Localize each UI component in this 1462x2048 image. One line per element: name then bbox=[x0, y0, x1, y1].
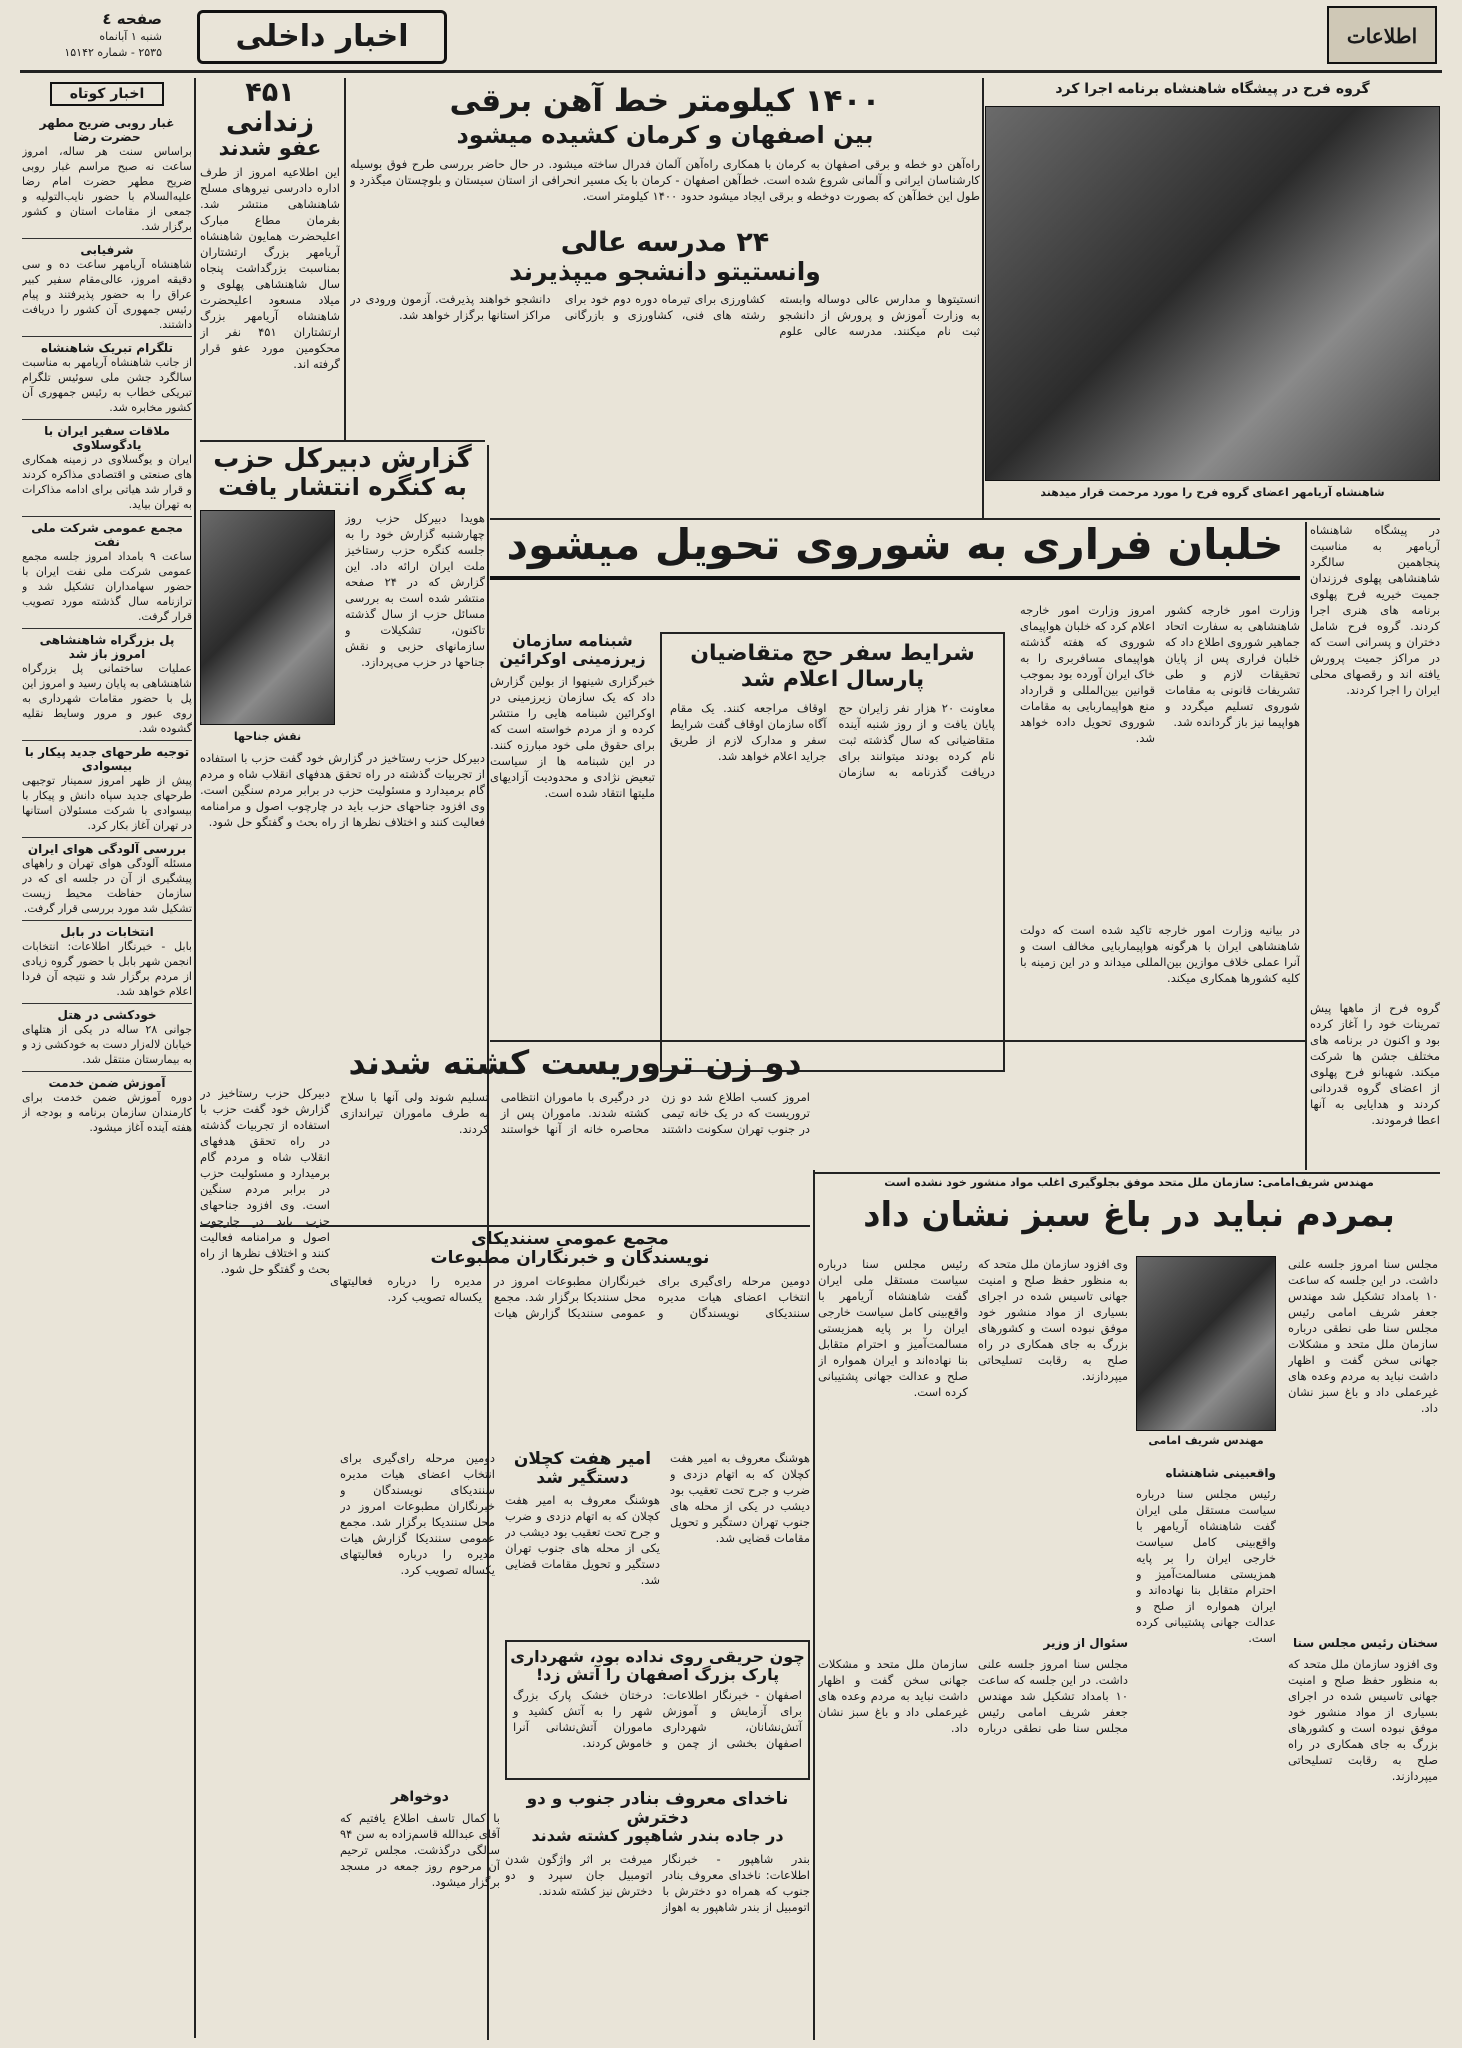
short-news-item bbox=[22, 837, 192, 920]
fire-headline: چون حریقی روی نداده بود، شهرداری bbox=[510, 1647, 805, 1666]
short-news-title: تلگرام تبریک شاهنشاه bbox=[40, 341, 174, 355]
story-schools bbox=[350, 228, 980, 440]
rule-party-top bbox=[200, 440, 485, 442]
short-news-title: ملاقات سفیر ایران با یادگوسلاوی bbox=[44, 424, 170, 452]
short-news-body: جوانی ۲۸ ساله در یکی از هتلهای خیابان لاله‌زار دست به خودکشی زد و به بیمارستان منتقل شد. bbox=[22, 1023, 192, 1066]
garden-body-lower: مجلس سنا امروز جلسه علنی داشت. در این جلسه که ساعت ۱۰ بامداد تشکیل شد مهندس جعفر شریف امامی رئیس مجلس سنا طی نطقی درباره سازمان ملل متحد و مشکلات جهانی سخن گفت و اظهار داشت نباید به مردم وعده های غیرعملی داد و باغ سبز نشان داد. bbox=[818, 1657, 1128, 1735]
masthead-rule bbox=[20, 70, 1442, 73]
short-news-body: ساعت ۹ بامداد امروز جلسه مجمع عمومی شرکت ملی نفت ایران با حضور سهامداران تشکیل شد و ترازنامه سال گذشته مورد تصویب قرار گرفت. bbox=[22, 550, 192, 623]
pilot-body-c: در پیشگاه شاهنشاه آریامهر به مناسبت پنجاهمین سالگرد شاهنشاهی پهلوی فرزندان جمیت خیریه فرح پهلوی برنامه های هنری اجرا کردند. گروه فرح شامل دختران و پسرانی است که در مراکز جمیت پرورش یافته اند و رقصهای محلی ایران را اجرا کردند. bbox=[1310, 523, 1440, 697]
pilot-body-d: در بیانیه وزارت امور خارجه تاکید شده است که دولت شاهنشاهی ایران با هرگونه هواپیماربایی مخالف است و آنرا عملی خلاف موازین بین‌المللی میداند و در این زمینه با کلیه کشورها همکاری میکند. bbox=[1020, 923, 1300, 985]
ukraine-subhead: زیرزمینی اوکرائین bbox=[499, 648, 646, 668]
party-photo-caption: نقش جناحها bbox=[233, 730, 302, 743]
pilot-body-a: امروز وزارت امور خارجه اعلام کرد که خلبان هواپیمای شوروی که هفته گذشته هواپیمای مسافربری را به خاک ایران آورده بود بموجب قوانین بین‌المللی و قرارداد منع هواپیماربایی به مقامات شوروی تحویل داده خواهد شد. bbox=[1020, 603, 1155, 745]
party-continued-lower: دبیرکل حزب رستاخیز در گزارش خود گفت حزب با استفاده از تجربیات گذشته در راه تحقق هدفهای انقلاب شاه و مردم گام برمیدارد و مسئولیت حزب در برابر مردم سنگین است. وی افزود جناحهای حزب باید در چارچوب اصول و مرامنامه فعالیت کنند و اختلاف نظرها از راه بحث و گفتگو حل شود. bbox=[200, 1086, 330, 1276]
kidnap-headline: امیر هفت کچلان bbox=[513, 1449, 652, 1469]
railway-headline: ۱۴۰۰ کیلومتر خط آهن برقی bbox=[449, 83, 881, 119]
story-kidnap bbox=[505, 1450, 660, 1630]
royal-photo-caption: شاهنشاه آریامهر اعضای گروه فرح را مورد مرحمت قرار میدهند bbox=[1040, 486, 1385, 499]
column-rule-1 bbox=[194, 78, 196, 2038]
short-news-body: براساس سنت هر ساله، امروز ساعت نه صبح مراسم غبار روبی ضریح مطهر حضرت امام رضا علیه‌السلام با حضور نایب‌التولیه و جمعی از مقامات استان و کشور برگزار شد. bbox=[22, 145, 192, 233]
short-news-item bbox=[22, 112, 192, 238]
kidnap-subhead: دستگیر شد bbox=[536, 1467, 629, 1488]
syndicate-body: دومین مرحله رای‌گیری برای انتخاب اعضای هیات مدیره سنندیکای نویسندگان و خبرنگاران مطبوعات امروز در محل سنندیکا برگزار شد. مجمع عمومی سنندیکا گزارش هیات مدیره را درباره فعالیتهای یکساله تصویب کرد. bbox=[330, 1274, 810, 1321]
short-news-item bbox=[22, 1003, 192, 1071]
story-terrorists bbox=[340, 1045, 810, 1220]
column-rule-pilot bbox=[1305, 522, 1307, 1170]
short-news-title: پل بزرگراه شاهنشاهی امروز باز شد bbox=[39, 633, 175, 661]
story-railway bbox=[350, 78, 980, 223]
garden-body-right: مجلس سنا امروز جلسه علنی داشت. در این جلسه که ساعت ۱۰ بامداد تشکیل شد مهندس جعفر شریف امامی رئیس مجلس سنا طی نطقی درباره سازمان ملل متحد و مشکلات جهانی سخن گفت و اظهار داشت نباید به مردم وعده های غیرعملی داد و باغ سبز نشان داد. bbox=[1288, 1257, 1438, 1415]
syndicate-headline: مجمع عمومی سنندیکای bbox=[471, 1229, 669, 1249]
short-news-body: مسئله آلودگی هوای تهران و راههای پیشگیری از آن در جلسه ای که در سازمان حفاظت محیط زیست تشکیل شد مورد بررسی قرار گرفت. bbox=[22, 857, 192, 915]
short-news-column bbox=[22, 78, 192, 2038]
photo-feature bbox=[985, 78, 1440, 508]
schools-body: انستیتوها و مدارس عالی دوساله وابسته به وزارت آموزش و پرورش از دانشجو ثبت نام میکنند. مدرسه عالی علوم کشاورزی برای تیرماه دوره دوم خود برای رشته های فنی، کشاورزی و بازرگانی دانشجو خواهند پذیرفت. آزمون ورودی در مراکز استانها برگزار خواهد شد. bbox=[350, 292, 980, 339]
rule-garden-top bbox=[815, 1172, 1440, 1174]
hajj-headline: شرایط سفر حج متقاضیان bbox=[690, 641, 975, 666]
short-news-body: دوره آموزش ضمن خدمت برای کارمندان سازمان برنامه و بودجه از هفته آینده آغاز میشود. bbox=[22, 1091, 192, 1134]
party-leader-photo bbox=[200, 510, 335, 725]
schools-headline: ۲۴ مدرسه عالی bbox=[560, 227, 770, 258]
party-body-continued: دبیرکل حزب رستاخیز در گزارش خود گفت حزب با استفاده از تجربیات گذشته در راه تحقق هدفهای انقلاب شاه و مردم گام برمیدارد و مسئولیت حزب در برابر مردم سنگین است. وی افزود جناحهای حزب باید در چارچوب اصول و مرامنامه فعالیت کنند و اختلاف نظرها از راه بحث و گفتگو حل شود. bbox=[200, 751, 485, 829]
prisoners-headline: ۴۵۱ زندانی bbox=[226, 77, 314, 138]
garden-body-middle-2: رئیس مجلس سنا درباره سیاست مستقل ملی ایران گفت شاهنشاه آریامهر با واقع‌بینی کامل سیاست خارجی ایران را بر پایه همزیستی مسالمت‌آمیز و احترام متقابل بنا نهاده‌اند و ایران همواره از صلح و عدالت جهانی پشتیبانی کرده است. bbox=[1136, 1487, 1276, 1645]
terrorists-headline: دو زن تروریست کشته شدند bbox=[348, 1043, 802, 1082]
kidnap-continued: هوشنگ معروف به امیر هفت کچلان که به اتهام دزدی و ضرب و جرح تحت تعقیب بود دیشب در یکی از محله های جنوب تهران دستگیر و تحویل مقامات قضایی شد. bbox=[670, 1451, 810, 1545]
kidnap-body: هوشنگ معروف به امیر هفت کچلان که به اتهام دزدی و ضرب و جرح تحت تعقیب بود دیشب در یکی از محله های جنوب تهران دستگیر و تحویل مقامات قضایی شد. bbox=[505, 1493, 660, 1588]
garden-subhead-3: سئوال از وزیر bbox=[1043, 1636, 1128, 1650]
garden-subhead-2: واقعبینی شاهنشاه bbox=[1165, 1466, 1276, 1480]
story-drowning bbox=[505, 1790, 810, 2030]
short-news-item bbox=[22, 628, 192, 740]
garden-body-right-2: وی افزود سازمان ملل متحد که به منظور حفظ صلح و امنیت جهانی تاسیس شده در اجرای بسیاری از مواد منشور خود موفق نبوده است و کشورهای بزرگ به جای همکاری در راه صلح به رقابت تسلیحاتی میپردازند. bbox=[1288, 1657, 1438, 1783]
schools-subhead: وانستیتو دانشجو میپذیرند bbox=[509, 256, 821, 286]
column-rule-3 bbox=[982, 78, 984, 518]
sister-body: با کمال تاسف اطلاع یافتیم که آقای عبدالله قاسم‌زاده به سن ۹۴ سالگی درگذشت. مجلس ترحیم آن مرحوم روز جمعه در مسجد برگزار میشود. bbox=[340, 1811, 500, 1890]
short-news-body: عملیات ساختمانی پل بزرگراه شاهنشاهی به پایان رسید و امروز این پل با حضور مقامات شهرداری به روی عبور و مرور وسایط نقلیه گشوده شد. bbox=[22, 662, 192, 735]
drowning-headline: ناخدای معروف بنادر جنوب و دو دخترش bbox=[526, 1789, 789, 1828]
story-hajj bbox=[660, 632, 1005, 1072]
garden-body-left: رئیس مجلس سنا درباره سیاست مستقل ملی ایران گفت شاهنشاه آریامهر با واقع‌بینی کامل سیاست خارجی ایران را بر پایه همزیستی مسالمت‌آمیز و احترام متقابل بنا نهاده‌اند و ایران همواره از صلح و عدالت جهانی پشتیبانی کرده است. bbox=[818, 1257, 968, 1399]
pilot-headline: خلبان فراری به شوروی تحویل میشود bbox=[490, 522, 1300, 580]
garden-subhead-1: سخنان رئیس مجلس سنا bbox=[1292, 1636, 1438, 1650]
ukraine-headline: شبنامه سازمان bbox=[512, 631, 633, 650]
newspaper-logo bbox=[1327, 6, 1437, 64]
party-body: هویدا دبیرکل حزب روز چهارشنبه گزارش خود را به جلسه کنگره حزب رستاخیز ملت ایران ارائه داد. این گزارش که در ۲۴ صفحه منتشر شده است به بررسی مسائل حزب از سال گذشته تاکنون، تشکیلات و سازمانهای حزبی و نقش جناحها در حزب می‌پردازد. bbox=[345, 511, 485, 669]
drowning-subhead: در جاده بندر شاهپور کشته شدند bbox=[531, 1826, 784, 1846]
short-news-item bbox=[22, 740, 192, 837]
short-news-body: بابل - خبرنگار اطلاعات: انتخابات انجمن شهر بابل با حضور گروه زیادی از مردم برگزار شد و نتیجه آن فردا اعلام خواهد شد. bbox=[22, 940, 192, 998]
drowning-body: بندر شاهپور - خبرنگار اطلاعات: ناخدای معروف بنادر جنوب که همراه دو دخترش با اتومبیل از بندر شاهپور به اهواز میرفت بر اثر واژگون شدن اتومبیل جان سپرد و دو دخترش نیز کشته شدند. bbox=[505, 1851, 810, 1914]
pilot-body-b: وزارت امور خارجه کشور شاهنشاهی به سفارت اتحاد جماهیر شوروی اطلاع داد که خلبان فراری پس از پایان تحقیقات لازم و طی تشریفات قانونی به مقامات شوروی تسلیم میگردد و هواپیما نیز باز گردانده شد. bbox=[1165, 603, 1300, 729]
logo-text: اطلاعات bbox=[1346, 24, 1418, 48]
story-fire bbox=[505, 1640, 810, 1780]
prisoners-body: این اطلاعیه امروز از طرف اداره دادرسی نیروهای مسلح شاهنشاهی منتشر شد. بفرمان مطاع مبارک اعلیحضرت همایون شاهنشاه آریامهر بزرگ ارتشتاران بمناسبت بزرگداشت پنجاه سال شاهنشاهی پهلوی و میلاد مسعود اعلیحضرت شاهنشاه آریامهر بزرگ ارتشتاران ۴۵۱ نفر از محکومین مورد عفو قرار گرفته اند. bbox=[200, 165, 340, 372]
short-news-item bbox=[22, 920, 192, 1003]
short-news-item bbox=[22, 336, 192, 419]
sharif-emami-photo bbox=[1136, 1256, 1276, 1431]
fire-subhead: پارک بزرگ اصفهان را آتش زد! bbox=[535, 1664, 780, 1684]
column-rule-5 bbox=[813, 1170, 815, 2040]
party-headline: گزارش دبیرکل حزب bbox=[213, 444, 472, 474]
short-news-title: خودکشی در هتل bbox=[57, 1008, 157, 1022]
short-news-item bbox=[22, 238, 192, 336]
short-news-title: بررسی آلودگی هوای ایران bbox=[27, 842, 187, 856]
railway-subhead: بین اصفهان و کرمان کشیده میشود bbox=[456, 121, 874, 150]
short-news-title: آموزش ضمن خدمت bbox=[48, 1076, 166, 1090]
section-title: اخبار داخلی bbox=[235, 19, 409, 54]
garden-kicker: مهندس شریف‌امامی: سازمان ملل متحد موفق بجلوگیری اغلب مواد منشور خود نشده است bbox=[884, 1176, 1374, 1189]
rule-terror-top bbox=[490, 1040, 1305, 1042]
photo-kicker: گروه فرح در پیشگاه شاهنشاه برنامه اجرا کرد bbox=[1055, 81, 1370, 97]
terrorists-body: امروز کسب اطلاع شد دو زن تروریست که در یک خانه تیمی در جنوب تهران سکونت داشتند در درگیری با ماموران انتظامی کشته شدند. ماموران پس از محاصره خانه از آنها خواستند تسلیم شوند ولی آنها با سلاح به طرف ماموران تیراندازی کردند. bbox=[340, 1090, 810, 1137]
railway-body: راه‌آهن دو خطه و برقی اصفهان به کرمان با همکاری راه‌آهن آلمان فدرال ساخته میشود. در حال حاضر بررسی طرح فوق بوسیله کارشناسان ایرانی و آلمانی شروع شده است. خط‌آهن اصفهان - کرمان با یک مسیر انحرافی از استان سیستان و بلوچستان میگذرد و طول این خط‌آهن که بصورت دوخطه و برقی ایجاد میشود حدود ۱۴۰۰ کیلومتر است. bbox=[350, 157, 980, 204]
short-news-list bbox=[22, 112, 192, 1139]
issue-line: ۲۵۳۵ - شماره ۱۵۱۴۲ bbox=[64, 46, 162, 59]
party-subhead: به کنگره انتشار یافت bbox=[218, 472, 467, 501]
short-news-title: توجیه طرحهای جدید پیکار با بیسوادی bbox=[24, 745, 190, 773]
syndicate-subhead: نویسندگان و خبرنگاران مطبوعات bbox=[430, 1247, 710, 1268]
story-party bbox=[200, 445, 485, 1075]
syndicate-continued: دومین مرحله رای‌گیری برای انتخاب اعضای هیات مدیره سنندیکای نویسندگان و خبرنگاران مطبوعات امروز در محل سنندیکا برگزار شد. مجمع عمومی سنندیکا گزارش هیات مدیره را درباره فعالیتهای یکساله تصویب کرد. bbox=[340, 1451, 495, 1577]
masthead bbox=[22, 6, 1440, 66]
ukraine-body: خبرگزاری شینهوا از بولین گزارش داد که یک سازمان زیرزمینی در اوکرائین شبنامه هایی را منتشر کرده و از مردم خواسته است که برای حقوق ملی خود مبارزه کنند. در این شبنامه ها از سیاست تبعیض نژادی و محدودیت آزادیهای ملیتها انتقاد شده است. bbox=[490, 674, 655, 801]
page-number: صفحه ٤ bbox=[102, 10, 162, 28]
prisoners-subhead: عفو شدند bbox=[218, 136, 322, 161]
short-news-label: اخبار کوتاه bbox=[50, 82, 164, 106]
short-news-body: پیش از ظهر امروز سمینار توجیهی طرحهای جدید سپاه دانش و پیکار با بیسوادی با شرکت مسئولان استانها در تهران آغاز بکار کرد. bbox=[22, 774, 192, 832]
garden-headline: بمردم نباید در باغ سبز نشان داد bbox=[863, 1195, 1395, 1235]
hajj-subhead: پارسال اعلام شد bbox=[740, 667, 925, 693]
story-ukraine bbox=[490, 632, 655, 1072]
short-news-body: از جانب شاهنشاه آریامهر به مناسبت سالگرد جشن ملی سوئیس تلگرام تبریکی خطاب به رئیس جمهوری آن کشور مخابره شد. bbox=[22, 356, 192, 414]
short-news-title: غبار روبی ضریح مطهر حضرت رضا bbox=[39, 116, 175, 144]
story-prisoners bbox=[200, 78, 340, 433]
short-news-title: انتخابات در بابل bbox=[60, 925, 154, 939]
short-news-item bbox=[22, 1071, 192, 1139]
sharif-emami-caption: مهندس شریف امامی bbox=[1148, 1434, 1264, 1447]
right-column-lower: گروه فرح از ماهها پیش تمرینات خود را آغاز کرده بود و اکنون در برنامه های مختلف جشن ها شرکت میکند. شهبانو فرح پهلوی از اعضای گروه قدردانی کردند و هدایایی به آنها اعطا فرمودند. bbox=[1310, 1001, 1440, 1127]
story-syndicate bbox=[330, 1230, 810, 1440]
short-news-body: شاهنشاه آریامهر ساعت ده و سی دقیقه امروز، عالی‌مقام سفیر کبیر عراق را به حضور پذیرفتند و پیام رئیس جمهوری آن کشور را دریافت داشتند. bbox=[22, 258, 192, 331]
hajj-body: معاونت ۲۰ هزار نفر زایران حج پایان یافت و از روز شنبه آینده متقاضیانی که سال گذشته ثبت نام کرده بودند میتوانند برای دریافت گذرنامه به سازمان اوقاف مراجعه کنند. یک مقام آگاه سازمان اوقاف گفت شرایط سفر و مدارک لازم از طریق جراید اعلام خواهد شد. bbox=[670, 701, 995, 780]
story-sister bbox=[340, 1790, 500, 2030]
short-news-body: ایران و یوگسلاوی در زمینه همکاری های صنعتی و اقتصادی مذاکره کردند و قرار شد هیاتی برای ادامه مذاکرات به تهران بیاید. bbox=[22, 453, 192, 511]
short-news-title: مجمع عمومی شرکت ملی نفت bbox=[31, 521, 183, 549]
section-title-box bbox=[197, 10, 447, 64]
column-rule-2 bbox=[344, 78, 346, 440]
short-news-item bbox=[22, 419, 192, 516]
royal-audience-photo bbox=[985, 106, 1440, 481]
sister-headline: دوخواهر bbox=[391, 1789, 449, 1805]
fire-body: اصفهان - خبرنگار اطلاعات: برای آزمایش و آموزش آتش‌نشانان، شهرداری اصفهان بخشی از چمن و درختان خشک پارک بزرگ شهر را به آتش کشید و ماموران آتش‌نشانی آنرا خاموش کردند. bbox=[513, 1688, 802, 1751]
story-garden bbox=[818, 1176, 1440, 2038]
short-news-title: شرفیابی bbox=[80, 243, 134, 257]
short-news-item bbox=[22, 516, 192, 628]
garden-body-middle: وی افزود سازمان ملل متحد که به منظور حفظ صلح و امنیت جهانی تاسیس شده در اجرای بسیاری از مواد منشور خود موفق نبوده است و کشورهای بزرگ به جای همکاری در راه صلح به رقابت تسلیحاتی میپردازند. bbox=[978, 1257, 1128, 1383]
date-line: شنبه ۱ آبانماه bbox=[99, 30, 162, 43]
